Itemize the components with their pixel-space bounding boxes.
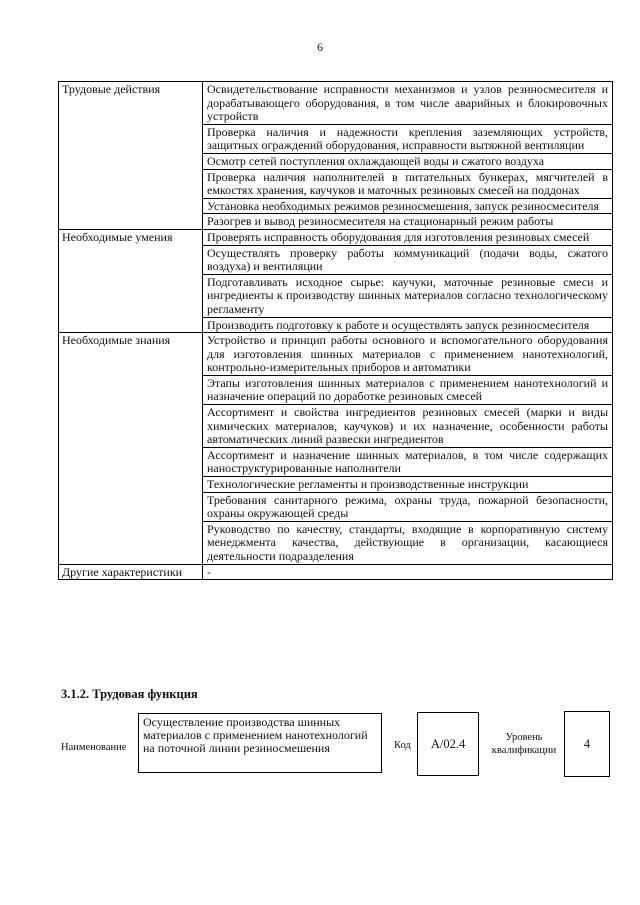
table-cell: Установка необходимых режимов резиносмешения, запуск резиносмесителя	[203, 198, 613, 214]
table-cell: Технологические регламенты и производственные инструкции	[203, 477, 613, 493]
table-cell: Устройство и принцип работы основного и вспомогательного оборудования для изготовления шинных материалов с применением нанотехнологий, контрольно-измерительных приборов и автоматики	[203, 333, 613, 376]
section-heading: 3.1.2. Трудовая функция	[61, 687, 198, 701]
table-cell: Производить подготовку к работе и осуществлять запуск резиносмесителя	[203, 317, 613, 333]
table-cell: Проверять исправность оборудования для изготовления резиновых смесей	[203, 229, 613, 245]
table-row	[59, 564, 613, 580]
qualification-level-label: Уровень квалификации	[491, 732, 557, 756]
table-cell: Требования санитарного режима, охраны труда, пожарной безопасности, охраны окружающей среды	[203, 492, 613, 521]
competency-table	[58, 81, 613, 580]
qualification-level-box: 4	[564, 711, 610, 777]
table-cell: Ассортимент и назначение шинных материалов, в том числе содержащих наноструктурированные наполнители	[203, 447, 613, 476]
table-cell: Осмотр сетей поступления охлаждающей воды и сжатого воздуха	[203, 153, 613, 169]
table-cell: Подготавливать исходное сырье: каучуки, маточные резиновые смеси и ингредиенты к производству шинных материалов согласно технологическому регламенту	[203, 274, 613, 317]
table-row	[59, 333, 613, 376]
table-row	[59, 82, 613, 125]
table-cell: -	[203, 564, 613, 580]
row-group-label: Другие характеристики	[59, 564, 203, 580]
table-cell: Руководство по качеству, стандарты, входящие в корпоративную систему менеджмента качества, действующие в организации, касающиеся деятельности подразделения	[203, 521, 613, 564]
table-cell: Ассортимент и свойства ингредиентов резиновых смесей (марки и виды химических материалов, каучуков) и их назначение, особенности работы автоматических линий развески ингредиентов	[203, 405, 613, 448]
table-cell: Освидетельствование исправности механизмов и узлов резиносмесителя и дорабатывающего оборудования, в том числе аварийных и блокировочных устройств	[203, 82, 613, 125]
table-cell: Проверка наличия и надежности крепления заземляющих устройств, защитных ограждений оборудования, исправности вытяжной вентиляции	[203, 124, 613, 153]
code-value-box: A/02.4	[417, 712, 479, 776]
table-cell: Разогрев и вывод резиносмесителя на стационарный режим работы	[203, 214, 613, 230]
table-row	[59, 229, 613, 245]
table-cell: Осуществлять проверку работы коммуникаций (подачи воды, сжатого воздуха) и вентиляции	[203, 245, 613, 274]
table-cell: Проверка наличия наполнителей в питательных бункерах, мягчителей в емкостях хранения, каучуков и маточных резиновых смесей на поддонах	[203, 169, 613, 198]
code-label: Код	[394, 740, 411, 751]
labor-function-row	[0, 707, 640, 777]
row-group-label: Трудовые действия	[59, 82, 203, 230]
table-cell: Этапы изготовления шинных материалов с применением нанотехнологий и назначение операций по доработке резиновых смесей	[203, 375, 613, 404]
row-group-label: Необходимые умения	[59, 229, 203, 332]
page-number: 6	[317, 40, 323, 54]
row-group-label: Необходимые знания	[59, 333, 203, 565]
name-value-box: Осуществление производства шинных материалов с применением нанотехнологий на поточной линии резиносмешения	[138, 713, 382, 773]
name-label: Наименование	[61, 742, 127, 753]
